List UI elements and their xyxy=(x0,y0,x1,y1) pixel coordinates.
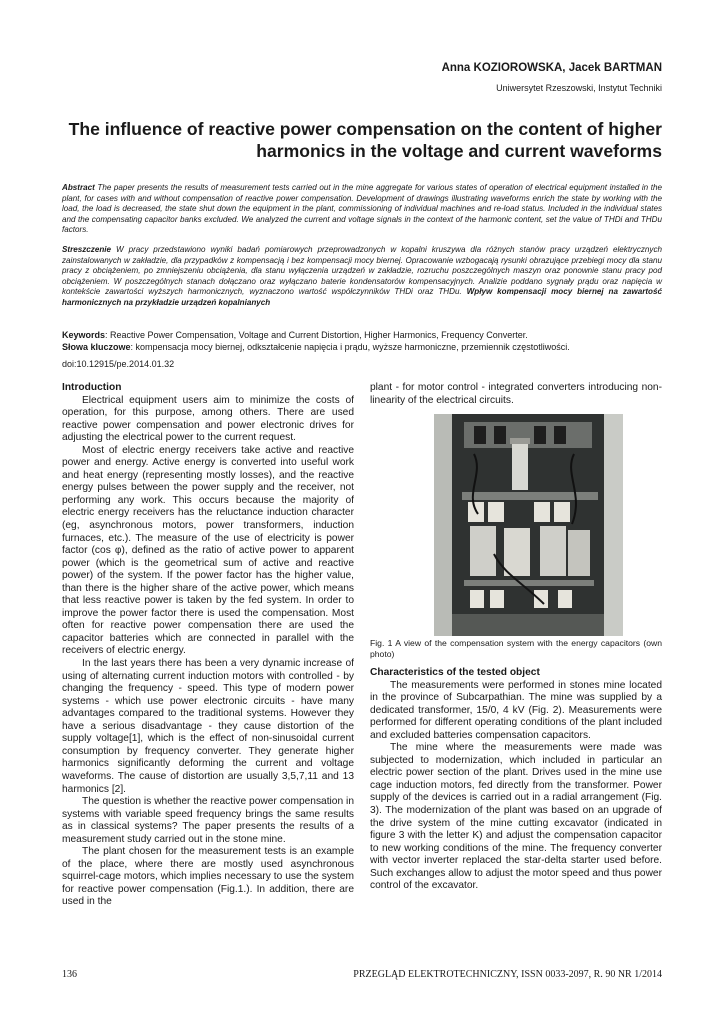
keywords-pl xyxy=(62,342,662,354)
streszczenie-label: Streszczenie xyxy=(62,245,112,254)
characteristics-paragraph: The mine where the measurements were made was subjected to modernization, which included in particular an electric power section of the plant. Drives used in the mine use cage induction motors, fed directly from the transformer. Power supply of the devices is carried out in a radial arrangement (Fig. 3). The modernization of the plant was based on an upgrade of the drive system of the mine cutting excavator (indicated in figure 3 with the letter K) and adjust the compensation capacitor to new working conditions of the mine. The frequency converter with vector inverter replaced the star-delta starter used before. Such exchanges allow to adjust the motor speed and thus power control of the excavator. xyxy=(370,742,662,892)
keywords-en-text: : Reactive Power Compensation, Voltage and Current Distortion, Higher Harmonics, Frequency Converter. xyxy=(105,330,528,340)
keywords-pl-label: Słowa kluczowe xyxy=(62,342,131,352)
introduction-section xyxy=(62,382,354,909)
characteristics-section xyxy=(370,667,662,893)
introduction-heading: Introduction xyxy=(62,382,122,393)
intro-paragraph: The question is whether the reactive power compensation in systems with variable speed frequency brings the same results as in classical systems? The paper presents the results of a measurement study carried out in the stone mine. xyxy=(62,796,354,845)
cabinet-photo-illustration xyxy=(434,414,623,636)
intro-paragraph: In the last years there has been a very dynamic increase of using of alternating current induction motors with controlled - by changing the frequency - speed. This type of modern power systems - which use power electronic circuits - have many advantages compared to the traditional systems. However they have a serious disadvantage - they cause distortion of the supply voltage[1], which is the effect of non-sinusoidal current consumption by frequency converter. They generate higher harmonics significantly deforming the current and voltage waveforms. The cause of distortion are usually 3,5,7,11 and 13 harmonics [2]. xyxy=(62,658,354,795)
doi: doi:10.12915/pe.2014.01.32 xyxy=(62,359,175,369)
keywords-en-label: Keywords xyxy=(62,330,106,340)
intro-continuation-text: plant - for motor control - integrated converters introducing non-linearity of the electrical circuits. xyxy=(370,382,662,406)
page-number: 136 xyxy=(62,969,77,980)
characteristics-heading: Characteristics of the tested object xyxy=(370,667,540,678)
journal-footer: PRZEGLĄD ELEKTROTECHNICZNY, ISSN 0033-2097, R. 90 NR 1/2014 xyxy=(353,969,662,980)
abstract-text: The paper presents the results of measurement tests carried out in the mine aggregate for various states of operation of electrical equipment installed in the plant, for cases with and without compensation of reactive power compensation. Development of drawings illustrating waveforms enrich the state by working with the load, the load is decreased, the state shut down the equipment in the plant, commissioning of individual machines and re-load status. Included in the individual states and the compensating capacitor banks excluded. We analyzed the current and voltage signals in the context of the harmonic content, set the value of THDi and THDu factors. xyxy=(62,183,663,234)
streszczenie-text: W pracy przedstawiono wyniki badań pomiarowych przeprowadzonych w kopalni kruszywa dla różnych stanów pracy urządzeń elektrycznych zainstalowanych w zakładzie, dla przypadków z kompensacją i bez kompensacji mocy biernej. Opracowanie wzbogacają rysunki obrazujące przebiegi mocy dla stanu pracy z obciążeniem, po zmniejszeniu obciążenia, dla stanu wyłączenia urządzeń w zakładzie, rozruchu poszczególnych maszyn oraz ponownie stanu pracy pod obciążeniem. W poszczególnych stanach dołączano oraz wyłączano baterie kondensatorów kompensacyjnych. Analizie poddano sygnały prądu oraz napięcia w kontekście zawartości wyższych harmonicznych, wyznaczono wartość współczynników THDi oraz THDu. xyxy=(62,245,663,296)
streszczenie-title: Wpływ kompensacji mocy biernej na zawartość harmonicznych na przykładzie urządzeń kopalnianych xyxy=(62,287,662,307)
intro-paragraph: Most of electric energy receivers take active and reactive power and energy. Active energy is converted into useful work and heat energy (representing mostly losses), and the reactive energy pulses between the power supply and the receiver, not performing any work. This occurs because the majority of electric energy receivers has the reluctance induction character (eg, asynchronous motors, power transformers, induction furnaces, etc.). The measure of the use of electricity is power factor (cos φ), defined as the ratio of active power to apparent power (which is the geometrical sum of active and reactive power) of the system. If the power factor has the higher value, than there is the higher share of the active power, which means that less reactive power is taken by the fed system. In order to improve the power factor there is used the compensation. Most often for reactive power compensation there are used the capacitor batteries which are connected in parallel with the receivers of electric energy. xyxy=(62,444,354,657)
intro-paragraph: The plant chosen for the measurement tests is an example of the place, where there are mostly used asynchronous squirrel-cage motors, which implies necessary to use the system for reactive power compensation (Fig.1.). In addition, there are used in the xyxy=(62,846,354,908)
compensation-cabinet-photo xyxy=(434,414,623,636)
keywords-en xyxy=(62,330,662,342)
streszczenie xyxy=(62,245,662,308)
introduction-continuation xyxy=(370,382,662,407)
authors: Anna KOZIOROWSKA, Jacek BARTMAN xyxy=(441,62,662,74)
keywords-pl-text: : kompensacja mocy biernej, odkształcenie napięcia i prądu, wyższe harmoniczne, przemiennik częstotliwości. xyxy=(130,342,570,352)
paper-title: The influence of reactive power compensation on the content of higher harmonics in the voltage and current waveforms xyxy=(68,119,662,161)
abstract-label: Abstract xyxy=(62,183,95,192)
affiliation: Uniwersytet Rzeszowski, Instytut Techniki xyxy=(496,83,662,93)
abstract xyxy=(62,183,662,236)
intro-paragraph: Electrical equipment users aim to minimize the costs of operation, for this purpose, among others. There are used reactive power compensation and power electronic drives for adjusting the electrical power to the current request. xyxy=(62,394,354,444)
characteristics-paragraph: The measurements were performed in stones mine located in the province of Subcarpathian. The mine was supplied by a dedicated transformer, 15/0, 4 kV (Fig. 2). Measurements were performed for different operating conditions of the plant included and excluded batteries compensation capacitors. xyxy=(370,679,662,741)
figure-caption: Fig. 1 A view of the compensation system with the energy capacitors (own photo) xyxy=(370,638,662,659)
